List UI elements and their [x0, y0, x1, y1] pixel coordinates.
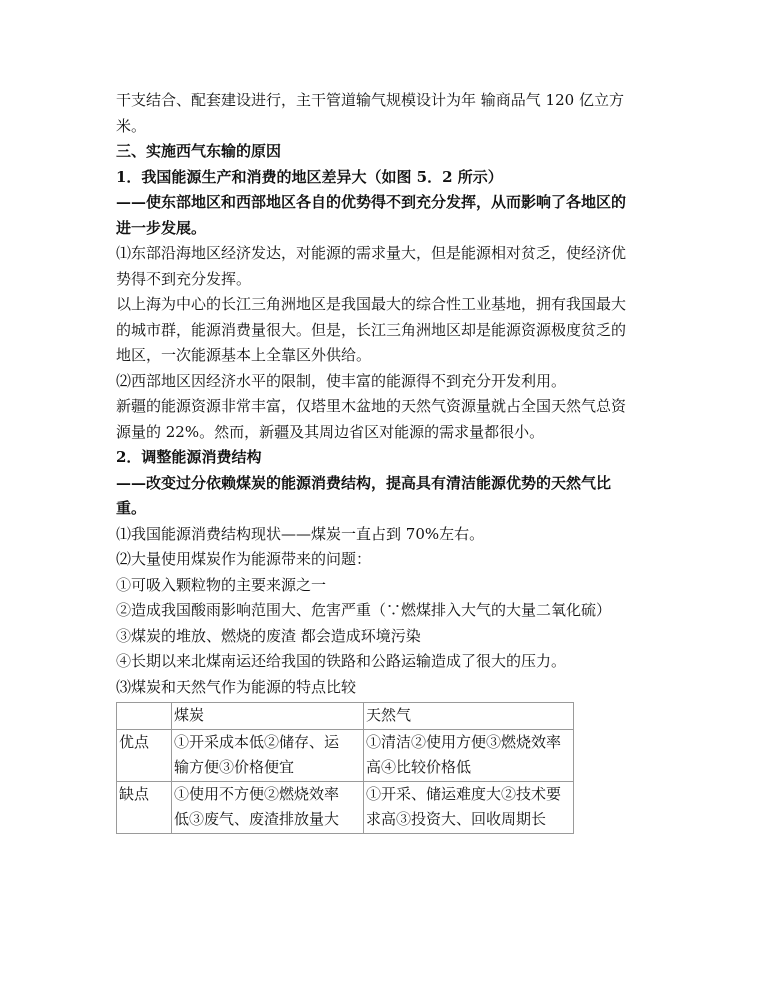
table-cell — [364, 781, 574, 833]
text-line: ⑶煤炭和天然气作为能源的特点比较 — [116, 677, 357, 696]
text-line: 势得不到充分发挥。 — [116, 269, 252, 288]
heading-line: ——使东部地区和西部地区各自的优势得不到充分发挥，从而影响了各地区的 — [116, 193, 627, 211]
text-line: 新疆的能源资源非常丰富，仅塔里木盆地的天然气资源量就占全国天然气总资 — [116, 397, 627, 415]
table-row — [117, 729, 574, 781]
text-line: 以上海为中心的长江三角洲地区是我国最大的综合性工业基地，拥有我国最大 — [116, 295, 627, 313]
cell-text-line: 输方便③价格便宜 — [174, 758, 295, 776]
text-line: ⑵大量使用煤炭作为能源带来的问题： — [116, 550, 372, 568]
cell-text-line: ①开采、储运难度大②技术要 — [366, 784, 562, 803]
heading-line: ——改变过分依赖煤炭的能源消费结构，提高具有清洁能源优势的天然气比 — [116, 473, 612, 492]
row-label: 优点 — [117, 729, 172, 781]
document-body — [116, 88, 656, 700]
table-cell — [364, 729, 574, 781]
text-line: ⑴东部沿海地区经济发达，对能源的需求量大，但是能源相对贫乏，使经济优 — [116, 244, 627, 262]
cell-text-line: 高④比较价格低 — [366, 758, 472, 776]
table-header-cell: 天然气 — [364, 703, 574, 730]
text-line: ⑵西部地区因经济水平的限制，使丰富的能源得不到充分开发利用。 — [116, 371, 567, 390]
comparison-table — [116, 702, 574, 834]
cell-text-line: 求高③投资大、回收周期长 — [366, 810, 547, 828]
cell-text-line: ①清洁②使用方便③燃烧效率 — [366, 732, 562, 751]
cell-text-line: ①开采成本低②储存、运 — [174, 732, 340, 751]
cell-text-line: ①使用不方便②燃烧效率 — [174, 784, 340, 803]
table-header-cell — [117, 703, 172, 730]
text-line: ③煤炭的堆放、燃烧的废渣 都会造成环境污染 — [116, 626, 421, 645]
text-line: 源量的 22%。然而，新疆及其周边省区对能源的需求量都很小。 — [116, 422, 545, 441]
heading-line: 进一步发展。 — [116, 218, 207, 237]
text-line: 干支结合、配套建设进行，主干管道输气规模设计为年 输商品气 120 亿立方 — [116, 91, 624, 109]
document-page — [116, 88, 656, 834]
text-line: ⑴我国能源消费结构现状——煤炭一直占到 70%左右。 — [116, 524, 485, 543]
text-line: 米。 — [116, 116, 147, 135]
table-header-cell: 煤炭 — [172, 703, 364, 730]
table-cell — [172, 729, 364, 781]
text-line: 地区，一次能源基本上全靠区外供给。 — [116, 346, 372, 364]
heading-line: 2．调整能源消费结构 — [116, 448, 262, 466]
text-line: ②造成我国酸雨影响范围大、危害严重（∵燃煤排入大气的大量二氧化硫） — [116, 601, 612, 619]
heading-line: 1．我国能源生产和消费的地区差异大（如图 5．2 所示） — [116, 167, 503, 186]
table-header-row — [117, 703, 574, 730]
heading-line: 重。 — [116, 499, 147, 517]
row-label: 缺点 — [117, 781, 172, 833]
table-row — [117, 781, 574, 833]
cell-text-line: 低③废气、废渣排放量大 — [174, 810, 340, 828]
text-line: ①可吸入颗粒物的主要来源之一 — [116, 575, 327, 594]
text-line: ④长期以来北煤南运还给我国的铁路和公路运输造成了很大的压力。 — [116, 652, 567, 670]
table-cell — [172, 781, 364, 833]
text-line: 的城市群，能源消费量很大。但是，长江三角洲地区却是能源资源极度贫乏的 — [116, 320, 627, 339]
heading-line: 三、实施西气东输的原因 — [116, 142, 282, 160]
